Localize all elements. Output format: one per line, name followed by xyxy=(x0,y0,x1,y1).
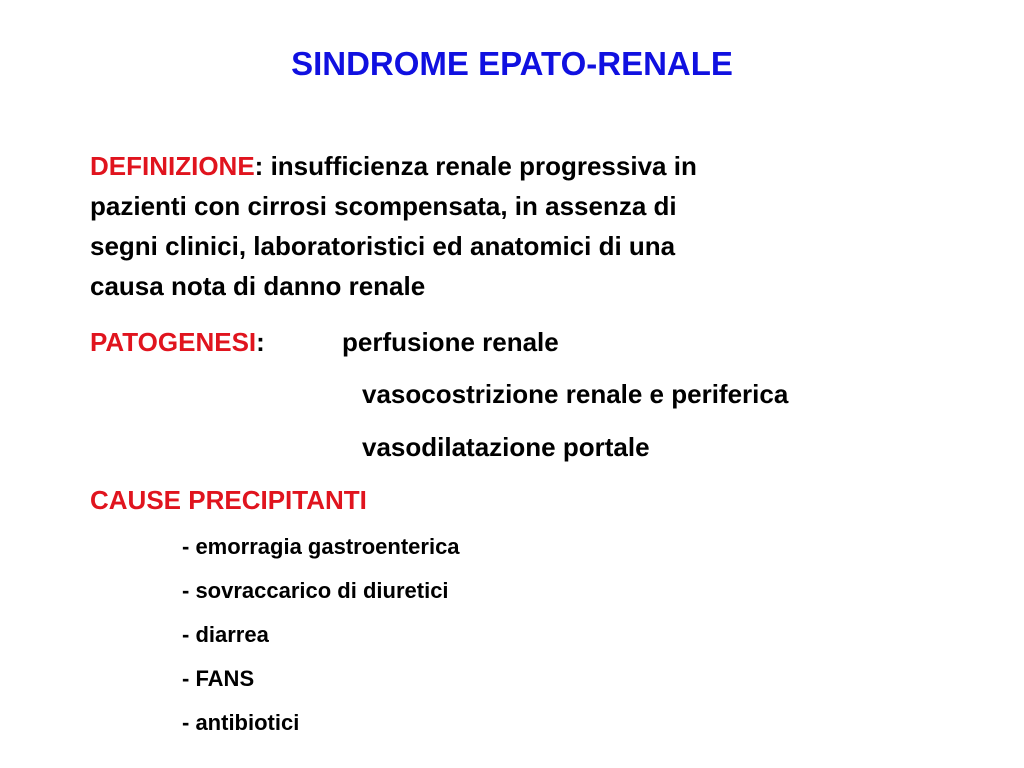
definition-line-2: pazienti con cirrosi scompensata, in assenza di xyxy=(90,191,677,221)
cause-item-2: - sovraccarico di diuretici xyxy=(182,578,449,603)
pathogenesis-item-1: perfusione renale xyxy=(342,327,559,357)
slide-title: SINDROME EPATO-RENALE xyxy=(291,45,733,82)
definition-line-1 xyxy=(90,146,697,186)
cause-item-4: - FANS xyxy=(182,666,255,691)
definition-line-4: causa nota di danno renale xyxy=(90,271,426,301)
pathogenesis-separator: : xyxy=(256,327,265,357)
pathogenesis-item-2: vasocostrizione renale e periferica xyxy=(362,379,789,409)
cause-item-1: - emorragia gastroenterica xyxy=(182,534,460,559)
definition-block xyxy=(90,146,697,306)
pathogenesis-row xyxy=(90,322,559,362)
definition-separator: : xyxy=(254,151,264,181)
cause-item-5: - antibiotici xyxy=(182,710,300,735)
causes-heading: CAUSE PRECIPITANTI xyxy=(90,485,367,515)
definition-line-3: segni clinici, laboratoristici ed anatomici di una xyxy=(90,231,676,261)
cause-item-3: - diarrea xyxy=(182,622,269,647)
pathogenesis-label: PATOGENESI xyxy=(90,327,257,357)
definition-text-1: insufficienza renale progressiva in xyxy=(263,151,697,181)
pathogenesis-item-3: vasodilatazione portale xyxy=(362,432,650,462)
definition-label: DEFINIZIONE xyxy=(90,151,255,181)
